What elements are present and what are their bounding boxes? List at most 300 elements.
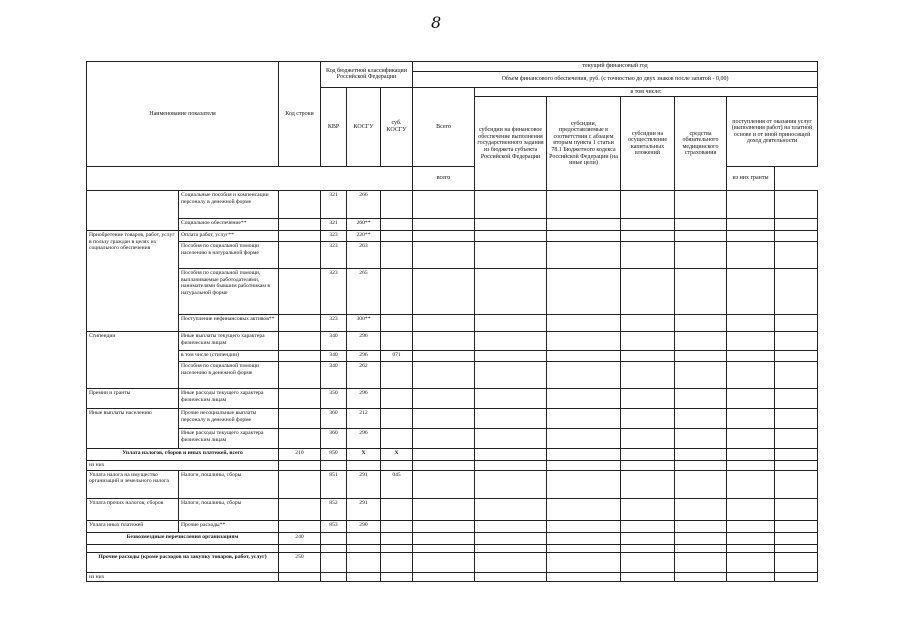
row-name: Пособия по социальной помощи, выплачиваемые работодателями, нанимателями бывшим работникам в натуральной форме	[179, 269, 279, 315]
cell	[775, 242, 818, 269]
cell	[547, 498, 621, 520]
cell	[775, 191, 818, 219]
cell	[475, 389, 547, 409]
row-sub-kosgu	[381, 219, 413, 231]
cell	[547, 409, 621, 429]
cell	[675, 351, 727, 362]
free-transfers-label: Безвозмездные перечисления организациям	[87, 532, 279, 544]
cell	[279, 544, 321, 552]
cell	[413, 498, 475, 520]
cell	[279, 461, 321, 471]
cell	[727, 242, 775, 269]
row-code	[279, 389, 321, 409]
subsidy-capital-header: субсидии на осуществление капитальных вложений	[621, 97, 675, 191]
cell	[675, 269, 727, 315]
cell	[675, 409, 727, 429]
row-kosgu: 220**	[347, 231, 381, 242]
cell	[475, 242, 547, 269]
iz-nikh-row	[87, 572, 818, 582]
cell	[347, 572, 381, 582]
cell	[475, 429, 547, 449]
other-expenses-label: Прочие расходы (кроме расходов на закупку товаров, работ, услуг)	[87, 552, 279, 572]
row-kosgu: 296	[347, 351, 381, 362]
cell	[413, 544, 475, 552]
row-code	[279, 332, 321, 351]
cell	[381, 532, 413, 544]
row-name: Пособия по социальной помощи населению в денежной форме	[179, 362, 279, 389]
row-kvr: 350	[321, 389, 347, 409]
other-expenses-row	[87, 552, 818, 572]
row-code	[279, 242, 321, 269]
cell	[621, 470, 675, 498]
cell	[675, 532, 727, 544]
row-name: Иные расходы текущего характера физическим лицам	[179, 389, 279, 409]
cell	[475, 409, 547, 429]
cell	[775, 269, 818, 315]
cell	[621, 231, 675, 242]
cell	[675, 470, 727, 498]
cell	[475, 461, 547, 471]
row-code	[279, 191, 321, 219]
cell	[475, 552, 547, 572]
budget-class-header: Код бюджетной классификации Российской Федерации	[321, 62, 413, 88]
cell	[775, 498, 818, 520]
cell	[621, 332, 675, 351]
row-sub-kosgu	[381, 389, 413, 409]
cell	[621, 449, 675, 461]
financial-table-sheet	[86, 61, 817, 582]
row-name: Иные выплаты текущего характера физическим лицам	[179, 332, 279, 351]
row-code-header: Код строки	[279, 62, 321, 167]
header-spacer	[87, 167, 413, 191]
row-code	[279, 315, 321, 332]
cell	[475, 332, 547, 351]
cell	[547, 219, 621, 231]
cell	[621, 552, 675, 572]
cell	[775, 409, 818, 429]
row-kvr: 323	[321, 231, 347, 242]
row-kosgu: 296	[347, 389, 381, 409]
row-sub-kosgu	[381, 498, 413, 520]
row-code	[279, 498, 321, 520]
cell	[475, 269, 547, 315]
cell	[621, 191, 675, 219]
cell	[775, 429, 818, 449]
row-group: Уплата прочих налогов, сборов	[87, 498, 179, 520]
row-group: Премии и гранты	[87, 389, 179, 409]
cell	[413, 409, 475, 429]
cell	[347, 552, 381, 572]
row-code	[279, 231, 321, 242]
cell	[413, 219, 475, 231]
row-kvr: 323	[321, 269, 347, 315]
cell	[727, 362, 775, 389]
row-kvr: 360	[321, 429, 347, 449]
cell	[621, 429, 675, 449]
row-kosgu: 291	[347, 470, 381, 498]
table-row	[87, 191, 818, 219]
row-code	[279, 351, 321, 362]
row-group: Иные выплаты населению	[87, 409, 179, 449]
row-name: Пособия по социальной помощи населению в натуральной форме	[179, 242, 279, 269]
paid-services-header: поступления от оказания услуг (выполнения работ) на платной основе и от иной приносящей доход деятельности	[727, 97, 818, 167]
cell	[727, 409, 775, 429]
row-kvr: 360	[321, 409, 347, 429]
cell	[727, 219, 775, 231]
row-code	[279, 409, 321, 429]
cell	[775, 572, 818, 582]
row-name: Социальные пособия и компенсации персоналу в денежной форме	[179, 191, 279, 219]
cell	[727, 315, 775, 332]
row-name: Иные расходы текущего характера физическим лицам	[179, 429, 279, 449]
cell	[727, 389, 775, 409]
cell	[775, 552, 818, 572]
cell	[621, 219, 675, 231]
indicator-name-header: Наименование показателя	[87, 62, 279, 167]
table-row	[87, 231, 818, 242]
row-kvr: 852	[321, 498, 347, 520]
cell	[321, 544, 347, 552]
row-sub-kosgu	[381, 191, 413, 219]
cell	[621, 242, 675, 269]
table-row	[87, 351, 818, 362]
cell	[413, 461, 475, 471]
cell	[413, 520, 475, 532]
row-sub-kosgu: 045	[381, 470, 413, 498]
row-kvr: 321	[321, 191, 347, 219]
cell	[547, 544, 621, 552]
row-kvr: 323	[321, 315, 347, 332]
tax-total-sub-kosgu: X	[381, 449, 413, 461]
including-header: в том числе:	[475, 87, 818, 97]
current-year-header: текущий финансовый год	[413, 62, 818, 72]
cell	[621, 498, 675, 520]
row-code	[279, 219, 321, 231]
cell	[321, 532, 347, 544]
cell	[675, 498, 727, 520]
cell	[727, 544, 775, 552]
cell	[321, 572, 347, 582]
table-row	[87, 498, 818, 520]
subsidy-78-1-header: субсидии, предоставляемые в соответствии с абзацем вторым пункта 1 статьи 78.1 Бюджетного кодекса Российской Федерации (на иные цели)	[547, 97, 621, 191]
row-sub-kosgu: 071	[381, 351, 413, 362]
table-row	[87, 315, 818, 332]
cell	[775, 219, 818, 231]
row-group: Стипендии	[87, 332, 179, 389]
table-row	[87, 409, 818, 429]
cell	[727, 191, 775, 219]
iz-nikh-label: из них	[87, 461, 279, 471]
cell	[347, 461, 381, 471]
cell	[621, 572, 675, 582]
row-code	[279, 429, 321, 449]
row-kosgu: 291	[347, 498, 381, 520]
cell	[675, 449, 727, 461]
row-name: в том числе (стипендии)	[179, 351, 279, 362]
cell	[413, 572, 475, 582]
financing-volume-header: Объем финансового обеспечения, руб. (с точностью до двух знаков после запятой - 0,00)	[413, 71, 818, 87]
row-name: Налоги, пошлины, сборы	[179, 470, 279, 498]
row-group: Приобретение товаров, работ, услуг в пользу граждан в целях их социального обеспечения	[87, 231, 179, 332]
cell	[675, 520, 727, 532]
table-row	[87, 429, 818, 449]
row-name: Оплата работ, услуг**	[179, 231, 279, 242]
kosgu-header: КОСГУ	[347, 87, 381, 167]
cell	[547, 470, 621, 498]
cell	[775, 544, 818, 552]
cell	[381, 461, 413, 471]
cell	[475, 470, 547, 498]
row-name: Социальное обеспечение**	[179, 219, 279, 231]
row-kosgu: 300**	[347, 315, 381, 332]
cell	[675, 552, 727, 572]
cell	[321, 552, 347, 572]
cell	[475, 362, 547, 389]
row-kvr: 321	[321, 219, 347, 231]
cell	[475, 544, 547, 552]
cell	[475, 191, 547, 219]
cell	[727, 572, 775, 582]
row-kvr: 323	[321, 242, 347, 269]
table-header	[87, 62, 818, 191]
row-kosgu: 265	[347, 269, 381, 315]
row-kosgu: 266	[347, 191, 381, 219]
cell	[547, 552, 621, 572]
row-kosgu: 290	[347, 520, 381, 532]
cell	[727, 429, 775, 449]
cell	[547, 461, 621, 471]
cell	[413, 242, 475, 269]
iz-nikh-row	[87, 461, 818, 471]
cell	[727, 332, 775, 351]
other-expenses-code: 250	[279, 552, 321, 572]
row-name: Прочие расходы**	[179, 520, 279, 532]
row-kosgu: 296	[347, 332, 381, 351]
cell	[413, 470, 475, 498]
iz-nikh-label: из них	[87, 572, 279, 582]
cell	[413, 552, 475, 572]
cell	[621, 532, 675, 544]
compulsory-insurance-header: средства обязательного медицинского страхования	[675, 97, 727, 191]
row-code	[279, 362, 321, 389]
cell	[727, 449, 775, 461]
cell	[475, 231, 547, 242]
cell	[775, 389, 818, 409]
sub-kosgu-header: суб. КОСГУ	[381, 87, 413, 167]
cell	[547, 351, 621, 362]
cell	[775, 520, 818, 532]
row-name: Налоги, пошлины, сборы	[179, 498, 279, 520]
row-group: Уплата налога на имущество организаций и земельного налога	[87, 470, 179, 498]
row-name: Поступление нефинансовых активов**	[179, 315, 279, 332]
cell	[381, 572, 413, 582]
cell	[775, 470, 818, 498]
row-group: Уплата иных платежей	[87, 520, 179, 532]
cell	[675, 191, 727, 219]
cell	[347, 544, 381, 552]
cell	[675, 315, 727, 332]
row-sub-kosgu	[381, 429, 413, 449]
row-sub-kosgu	[381, 409, 413, 429]
row-kvr: 853	[321, 520, 347, 532]
cell	[413, 389, 475, 409]
cell	[775, 351, 818, 362]
cell	[675, 362, 727, 389]
cell	[475, 315, 547, 332]
cell	[775, 315, 818, 332]
cell	[547, 572, 621, 582]
cell	[727, 552, 775, 572]
cell	[675, 231, 727, 242]
cell	[775, 532, 818, 544]
tax-total-kvr: 850	[321, 449, 347, 461]
cell	[547, 269, 621, 315]
cell	[413, 351, 475, 362]
cell	[413, 449, 475, 461]
cell	[475, 498, 547, 520]
of-which-grants-header: из них гранты	[727, 167, 775, 191]
cell	[675, 461, 727, 471]
table-row	[87, 269, 818, 315]
row-kvr: 340	[321, 362, 347, 389]
cell	[727, 520, 775, 532]
row-sub-kosgu	[381, 242, 413, 269]
cell	[675, 544, 727, 552]
subsidy-state-task-header: субсидии на финансовое обеспечение выполнения государственного задания из бюджета субъекта Российской Федерации	[475, 97, 547, 191]
row-sub-kosgu	[381, 332, 413, 351]
cell	[547, 449, 621, 461]
cell	[727, 532, 775, 544]
cell	[321, 461, 347, 471]
row-kosgu: 212	[347, 409, 381, 429]
row-code	[279, 520, 321, 532]
page-number: 8	[431, 13, 442, 32]
cell	[547, 362, 621, 389]
cell	[279, 572, 321, 582]
cell	[675, 242, 727, 269]
cell	[547, 389, 621, 409]
row-sub-kosgu	[381, 231, 413, 242]
row-kosgu: 260**	[347, 219, 381, 231]
row-sub-kosgu	[381, 269, 413, 315]
cell	[621, 544, 675, 552]
cell	[621, 409, 675, 429]
cell	[413, 362, 475, 389]
cell	[621, 351, 675, 362]
cell	[727, 231, 775, 242]
table-row	[87, 470, 818, 498]
table-row	[87, 389, 818, 409]
cell	[675, 332, 727, 351]
cell	[347, 532, 381, 544]
table-row	[87, 332, 818, 351]
cell	[621, 389, 675, 409]
row-code	[279, 470, 321, 498]
row-kosgu: 296	[347, 429, 381, 449]
cell	[475, 351, 547, 362]
cell	[621, 461, 675, 471]
cell	[475, 449, 547, 461]
row-code	[279, 269, 321, 315]
total-header: Всего	[413, 87, 475, 167]
row-kosgu: 262	[347, 362, 381, 389]
tax-total-code: 210	[279, 449, 321, 461]
cell	[475, 219, 547, 231]
cell	[621, 315, 675, 332]
row-kvr: 340	[321, 351, 347, 362]
cell	[727, 461, 775, 471]
cell	[381, 544, 413, 552]
kvr-header: КВР	[321, 87, 347, 167]
table-body	[87, 191, 818, 582]
cell	[675, 572, 727, 582]
cell	[727, 498, 775, 520]
row-kvr: 340	[321, 332, 347, 351]
table-row	[87, 520, 818, 532]
cell	[727, 351, 775, 362]
cell	[475, 520, 547, 532]
table-row	[87, 362, 818, 389]
cell	[413, 231, 475, 242]
cell	[475, 572, 547, 582]
cell	[675, 219, 727, 231]
cell	[775, 332, 818, 351]
cell	[547, 242, 621, 269]
cell	[621, 269, 675, 315]
cell	[727, 470, 775, 498]
tax-total-row	[87, 449, 818, 461]
cell	[381, 552, 413, 572]
row-sub-kosgu	[381, 362, 413, 389]
cell	[413, 429, 475, 449]
cell	[475, 532, 547, 544]
cell	[621, 362, 675, 389]
cell	[675, 429, 727, 449]
row-kosgu: 263	[347, 242, 381, 269]
tax-total-label: Уплата налогов, сборов и иных платежей, всего	[87, 449, 279, 461]
cell	[727, 269, 775, 315]
cell	[413, 315, 475, 332]
tax-total-kosgu: X	[347, 449, 381, 461]
table-row	[87, 242, 818, 269]
cell	[413, 532, 475, 544]
cell	[775, 449, 818, 461]
row-sub-kosgu	[381, 315, 413, 332]
cell	[413, 332, 475, 351]
cell	[675, 389, 727, 409]
table-row	[87, 219, 818, 231]
cell	[547, 315, 621, 332]
cell	[547, 532, 621, 544]
cell	[547, 332, 621, 351]
row-sub-kosgu	[381, 520, 413, 532]
free-transfers-row	[87, 532, 818, 544]
cell	[547, 231, 621, 242]
cell	[775, 362, 818, 389]
cell	[413, 269, 475, 315]
spacer-row	[87, 544, 818, 552]
row-group	[87, 191, 179, 231]
cell	[87, 544, 279, 552]
paid-total-header: всего	[413, 167, 475, 191]
free-transfers-code: 240	[279, 532, 321, 544]
row-kvr: 851	[321, 470, 347, 498]
cell	[775, 461, 818, 471]
cell	[547, 429, 621, 449]
cell	[621, 520, 675, 532]
row-name: Прочие несоциальные выплаты персоналу в денежной форме	[179, 409, 279, 429]
financial-table	[86, 61, 818, 582]
